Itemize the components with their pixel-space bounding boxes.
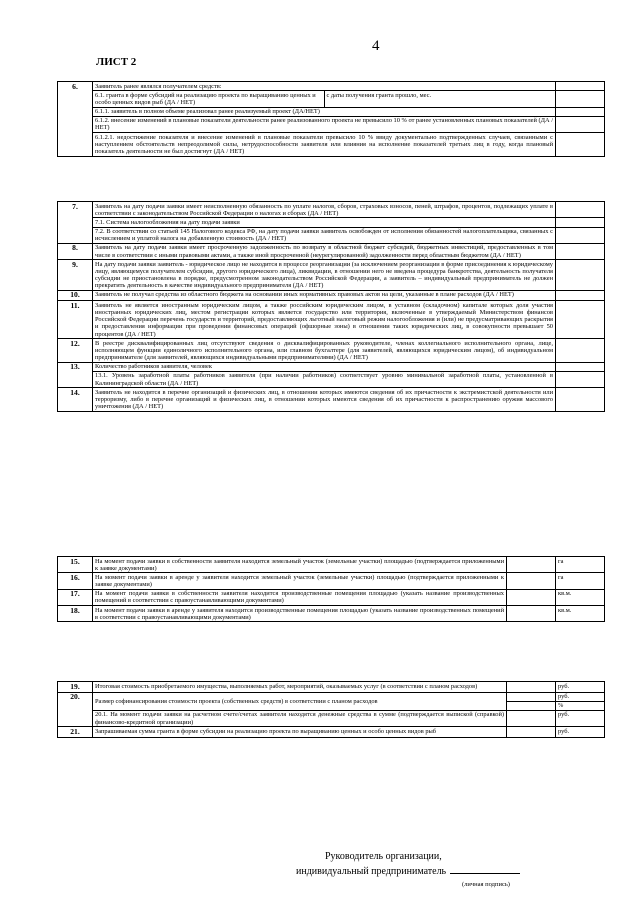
- table-row: [58, 557, 605, 573]
- answer-cell[interactable]: [556, 107, 605, 116]
- row-number: 12.: [58, 339, 93, 363]
- row-number: 8.: [58, 243, 93, 259]
- row-number: 6.: [58, 82, 93, 157]
- row-number: 9.: [58, 260, 93, 291]
- table-row: [58, 339, 605, 363]
- unit-label: руб.: [556, 727, 605, 738]
- row-text: 6.1.2.1. недостижение показателя и внесение изменений в плановые показатели превысило 10 % ввиду документально подтвержденных случаев, связанными с наступлением обстоятельств непреодолимой силы, нетрудоспособности заявителя или влияния на исполнение показателей третьих лиц в году, когда плановый показатель деятельности не был достигнут (ДА / НЕТ): [93, 133, 556, 157]
- answer-cell[interactable]: [507, 557, 556, 573]
- row-text: В реестре дисквалифицированных лиц отсутствуют сведения о дисквалифицированных руководителе, членах коллегиального исполнительного органа, лице, исполняющем функции единоличного исполнительного органа, или главном бухгалтере (для заявителей, являющихся юридическим лицом), об индивидуальном предпринимателе (для заявителей, являющихся индивидуальными предпринимателями) (ДА / НЕТ): [93, 339, 556, 363]
- table-row: [58, 727, 605, 738]
- answer-cell[interactable]: [556, 290, 605, 301]
- signature-role-text: индивидуальный предприниматель: [296, 866, 447, 877]
- answer-cell[interactable]: [556, 339, 605, 363]
- table-row: [58, 301, 605, 339]
- row-text: Размер софинансирования стоимости проекта (собственных средств) в соответствии с планом расходов: [93, 692, 507, 710]
- unit-label: га: [556, 557, 605, 573]
- table-row: [58, 202, 605, 218]
- row-text: 6.1.1. заявитель в полном объеме реализовал ранее реализуемый проект (ДА/НЕТ): [93, 107, 556, 116]
- unit-label: руб.: [556, 710, 605, 726]
- signature-title: Руководитель организации,: [325, 851, 442, 862]
- table-row: [58, 710, 605, 726]
- row-number: 19.: [58, 682, 93, 693]
- unit-label: руб.: [556, 682, 605, 693]
- row-number: 21.: [58, 727, 93, 738]
- unit-label: кв.м.: [556, 606, 605, 622]
- page-number: 4: [372, 38, 380, 54]
- answer-cell[interactable]: [507, 727, 556, 738]
- table-row: [58, 589, 605, 605]
- answer-cell[interactable]: [556, 82, 605, 91]
- row-text: На момент подачи заявки в аренде у заявителя находится земельный участок (земельные участки) площадью (подтверждается приложенными к заявке документами): [93, 573, 507, 589]
- row-text: 6.1. гранта в форме субсидий на реализацию проекта по выращиванию ценных и особо ценных видов рыб (ДА / НЕТ): [93, 91, 325, 107]
- row-number: 15.: [58, 557, 93, 573]
- row-number: 14.: [58, 388, 93, 412]
- row-text: 13.1. Уровень заработной платы работников заявителя (при наличии работников) соответствует уровню минимальной заработной платы, установленной в Калининградской области (ДА / НЕТ): [93, 371, 556, 387]
- table-row: [58, 91, 605, 107]
- row-text: Заявитель на дату подачи заявки имеет неисполненную обязанность по уплате налогов, сборов, страховых взносов, пеней, штрафов, процентов, подлежащих уплате в соответствии с законодательством Российской Федерации о налогах и сборах (ДА / НЕТ): [93, 202, 556, 218]
- row-text: 7.1. Система налогообложения на дату подачи заявки: [93, 218, 556, 227]
- table-project-costs: [57, 681, 605, 738]
- answer-cell[interactable]: [556, 202, 605, 218]
- unit-label: руб.: [556, 692, 605, 701]
- row-number: 10.: [58, 290, 93, 301]
- row-number: 17.: [58, 589, 93, 605]
- table-row: [58, 107, 605, 116]
- sheet-title: ЛИСТ 2: [96, 56, 137, 68]
- answer-cell[interactable]: [556, 371, 605, 387]
- answer-cell[interactable]: [556, 218, 605, 227]
- signature-caption: (личная подпись): [462, 881, 510, 888]
- table-row: [58, 371, 605, 387]
- row-number: 20.: [58, 692, 93, 727]
- answer-cell[interactable]: [507, 606, 556, 622]
- answer-cell[interactable]: [556, 260, 605, 291]
- row-number: 16.: [58, 573, 93, 589]
- table-row: [58, 133, 605, 157]
- row-number: 7.: [58, 202, 93, 244]
- answer-cell[interactable]: [556, 362, 605, 371]
- row-text: 7.2. В соответствии со статьей 145 Налогового кодекса РФ, на дату подачи заявки заявитель освобожден от исполнения обязанностей налогоплательщика, связанных с исчислением и уплатой налога на добавленную стоимость (ДА / НЕТ): [93, 227, 556, 243]
- row-text: Количество работников заявителя, человек: [93, 362, 556, 371]
- answer-cell[interactable]: [556, 116, 605, 132]
- table-property: [57, 556, 605, 622]
- row-text: Заявитель на дату подачи заявки имеет просроченную задолженность по возврату в областной бюджет субсидий, бюджетных инвестиций, предоставленных в том числе в соответствии с иными правовыми актами, а также иной просроченной (неурегулированной) задолженности перед областным бюджетом (ДА / НЕТ): [93, 243, 556, 259]
- row-number: 18.: [58, 606, 93, 622]
- table-prior-grants: [57, 81, 605, 157]
- unit-label: кв.м.: [556, 589, 605, 605]
- row-text: с даты получения гранта прошло, мес.: [324, 91, 556, 107]
- row-text: Итоговая стоимость приобретаемого имущества, выполняемых работ, мероприятий, оказываемых услуг (в соответствии с планом расходов): [93, 682, 507, 693]
- answer-cell[interactable]: [507, 573, 556, 589]
- table-row: [58, 260, 605, 291]
- row-text: Заявитель не является иностранным юридическим лицом, а также российским юридическим лицом, в уставном (складочном) капитале которых доля участия иностранных юридических лиц, местом регистрации которых является государство или территория, включенные в утверждаемый Министерством финансов Российской Федерации перечень государств и территорий, предоставляющих льготный налоговый режим налогообложения и (или) не предусматривающих раскрытия и предоставления информации при проведении финансовых операций (офшорные зоны) в отношении таких юридических лиц, в совокупности превышает 50 процентов (ДА / НЕТ): [93, 301, 556, 339]
- table-row: [58, 606, 605, 622]
- row-number: 13.: [58, 362, 93, 388]
- answer-cell[interactable]: [507, 682, 556, 693]
- table-row: [58, 82, 605, 91]
- table-row: [58, 227, 605, 243]
- table-row: [58, 218, 605, 227]
- row-text: На момент подачи заявки в собственности заявителя находится земельный участок (земельные участки) площадью (подтверждается приложенными к заявке документами): [93, 557, 507, 573]
- answer-cell[interactable]: [556, 133, 605, 157]
- answer-cell[interactable]: [556, 91, 605, 107]
- table-row: [58, 388, 605, 412]
- unit-label: %: [556, 701, 605, 710]
- table-applicant-requirements: [57, 201, 605, 412]
- answer-cell[interactable]: [556, 301, 605, 339]
- answer-cell[interactable]: [556, 243, 605, 259]
- row-number: 11.: [58, 301, 93, 339]
- row-text: 6.1.2. внесение изменений в плановые показатели деятельности ранее реализованного проекта не превысило 10 % от ранее установленных плановых показателей (ДА / НЕТ): [93, 116, 556, 132]
- answer-cell[interactable]: [507, 710, 556, 726]
- answer-cell[interactable]: [507, 701, 556, 710]
- table-row: [58, 290, 605, 301]
- row-text: На момент подачи заявки в собственности заявителя находится производственные помещения площадью (указать название производственных помещений в соответствии с правоустанавливающими документами): [93, 589, 507, 605]
- unit-label: га: [556, 573, 605, 589]
- table-row: [58, 682, 605, 693]
- table-row: [58, 573, 605, 589]
- row-text: Запрашиваемая сумма гранта в форме субсидии на реализацию проекта по выращиванию ценных и особо ценных видов рыб: [93, 727, 507, 738]
- row-text: На момент подачи заявки в аренде у заявителя находится производственные помещения площадью (указать название производственных помещений в соответствии с правоустанавливающими документами): [93, 606, 507, 622]
- answer-cell[interactable]: [556, 227, 605, 243]
- row-text: На дату подачи заявки заявитель - юридическое лицо не находится в процессе реорганизации (за исключением реорганизации в форме присоединения к юридическому лицу, являющемуся получателем субсидии, другого юридического лица), ликвидации, в отношении него не введена процедура банкротства, деятельность получателя субсидии не приостановлена в порядке, предусмотренном законодательством Российской Федерации, а заявитель – индивидуальный предприниматель не должен прекратить деятельность в качестве индивидуального предпринимателя (ДА / НЕТ): [93, 260, 556, 291]
- answer-cell[interactable]: [556, 388, 605, 412]
- answer-cell[interactable]: [507, 589, 556, 605]
- row-text: Заявитель не находится в перечне организаций и физических лиц, в отношении которых имеются сведения об их причастности к экстремистской деятельности или терроризму, либо в перечне организаций и физических лиц, в отношении которых имеются сведения об их причастности к распространению оружия массового уничтожения (ДА / НЕТ): [93, 388, 556, 412]
- row-text: Заявитель ранее являлся получателем средств:: [93, 82, 556, 91]
- table-row: [58, 692, 605, 701]
- table-row: [58, 243, 605, 259]
- table-row: [58, 116, 605, 132]
- signature-role: [296, 866, 520, 877]
- signature-line[interactable]: [450, 873, 520, 874]
- row-text: Заявитель не получал средства из областного бюджета на основании иных нормативных правовых актов на цели, указанные в плане расходов (ДА / НЕТ): [93, 290, 556, 301]
- table-row: [58, 362, 605, 371]
- answer-cell[interactable]: [507, 692, 556, 701]
- row-text: 20.1. На момент подачи заявки на расчетном счете/счетах заявителя находятся денежные средства в сумме (подтверждается выпиской (справкой) финансово-кредитной организации): [93, 710, 507, 726]
